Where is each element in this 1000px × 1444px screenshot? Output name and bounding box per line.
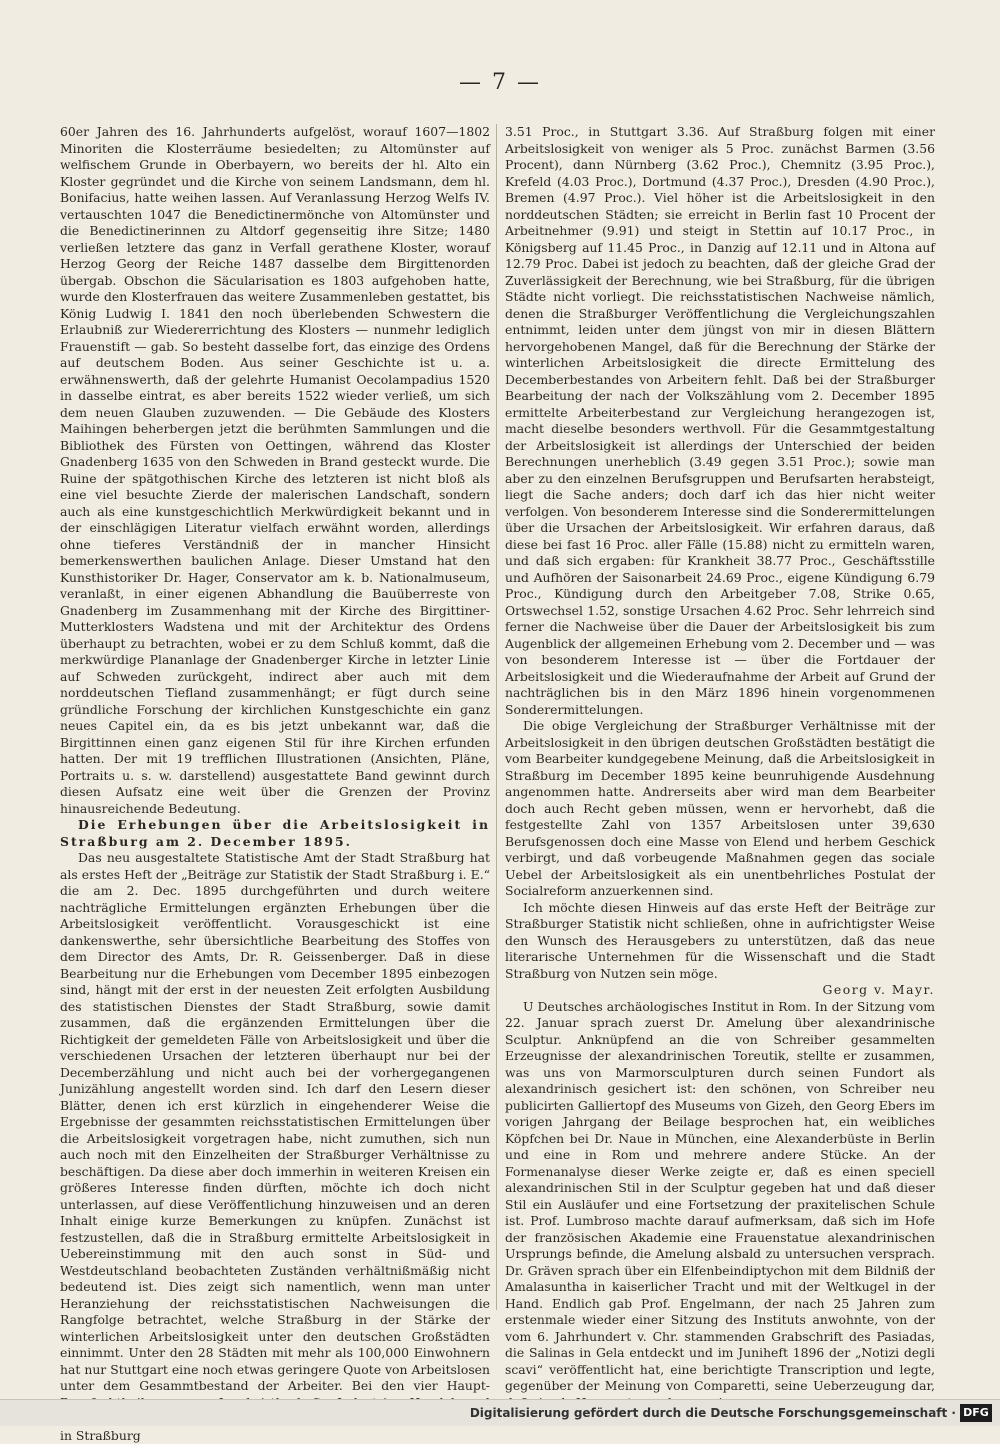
paragraph: 3.51 Proc., in Stuttgart 3.36. Auf Straßburg folgen mit einer Arbeitslosigkeit von weniger als 5 Proc. zunächst Barmen (3.56 Procent), dann Nürnberg (3.62 Proc.), Chemnitz (3.95 Proc.), Krefeld (4.03 Proc.), Dortmund (4.37 Proc.), Dresden (4.90 Proc.), Bremen (4.97 Proc.). Viel höher ist die Arbeitslosigkeit in den norddeutschen Städten; sie erreicht in Berlin fast 10 Procent der Arbeitnehmer (9.91) und steigt in Stettin auf 10.17 Proc., in Königsberg auf 11.45 Proc., in Danzig auf 12.11 und in Altona auf 12.79 Proc. Dabei ist jedoch zu beachten, daß der gleiche Grad der Zuverlässigkeit der Berechnung, wie bei Straßburg, für die übrigen Städte nicht vorliegt. Die reichsstatistischen Nachweise nämlich, denen die Straßburger Veröffentlichung die Vergleichungszahlen entnimmt, leiden unter dem jüngst von mir in diesen Blättern hervorgehobenen Mangel, daß für die Berechnung der Stärke der winterlichen Arbeitslosigkeit die directe Ermittelung des Decemberbestandes von Arbeitern fehlt. Daß bei der Straßburger Bearbeitung der nach der Volkszählung vom 2. December 1895 ermittelte Arbeiterbestand zur Vergleichung herangezogen ist, macht dieselbe besonders werthvoll. Für die Gesammtgestaltung der Arbeitslosigkeit ist allerdings der Unterschied der beiden Berechnungen unerheblich (3.49 gegen 3.51 Proc.); sowie man aber zu den einzelnen Berufsgruppen und Berufsarten herabsteigt, liegt die Sache anders; doch darf ich das hier nicht weiter verfolgen. Von besonderem Interesse sind die Sonderermittelungen über die Ursachen der Arbeitslosigkeit. Wir erfahren daraus, daß diese bei fast 16 Proc. aller Fälle (15.88) nicht zu ermitteln waren, und daß sich ergaben: für Krankheit 38.77 Proc., Geschäftsstille und Aufhören der Saisonarbeit 24.69 Proc., eigene Kündigung 6.79 Proc., Kündigung durch den Arbeitgeber 7.08, Strike 0.65, Ortswechsel 1.52, sonstige Ursachen 4.62 Proc. Sehr lehrreich sind ferner die Nachweise über die Dauer der Arbeitslosigkeit bis zum Augenblick der allgemeinen Erhebung vom 2. December und — was von besonderem Interesse ist — über die Fortdauer der Arbeitslosigkeit und die Wiederaufnahme der Arbeit auf Grund der nachträglichen bis in den März 1896 hinein vorgenommenen Sonderermittelungen.	[505, 124, 935, 717]
column-divider	[496, 124, 497, 1310]
paragraph: U Deutsches archäologisches Institut in Rom. In der Sitzung vom 22. Januar sprach zuerst Dr. Amelung über alexandrinische Sculptur. Anknüpfend an die von Schreiber gesammelten Erzeugnisse der alexandrinischen Toreutik, stellte er zusammen, was uns von Marmorsculpturen durch seinen Fundort als alexandrinisch gesichert ist: den schönen, von Schreiber neu publicirten Galliertopf des Museums von Gizeh, den Georg Ebers im vorigen Jahrgang der Beilage besprochen hat, ein weibliches Köpfchen bei Dr. Naue in München, eine Alexanderbüste in Berlin und eine in Rom und mehrere andere Stücke. An der Formenanalyse dieser Werke zeigte er, daß es einen speciell alexandrinischen Stil in der Sculptur gegeben hat und daß dieser Stil ein Ausläufer und eine Fortsetzung der praxitelischen Schule ist. Prof. Lumbroso machte darauf aufmerksam, daß sich im Hofe der französischen Akademie eine Frauenstatue alexandrinischen Ursprungs befinde, die Amelung alsbald zu untersuchen versprach. Dr. Gräven sprach über ein Elfenbeindiptychon mit dem Bildniß der Amalasuntha in kaiserlicher Tracht und mit der Weltkugel in der Hand. Endlich gab Prof. Engelmann, der nach 25 Jahren zum erstenmale wieder einer Sitzung des Instituts anwohnte, von der vom 6. Jahrhundert v. Chr. stammenden Grabschrift des Pasiadas, die Salinas in Gela entdeckt und im Juniheft 1896 der „Notizi degli scavi“ veröffentlicht hat, eine berichtigte Transcription und legte, gegenüber der Meinung von Comparetti, seine Ueberzeugung dar,	[505, 998, 935, 1393]
paragraph: Das neu ausgestaltete Statistische Amt der Stadt Straßburg hat als erstes Heft der „Beiträge zur Statistik der Stadt Straßburg i. E.“ die am 2. Dec. 1895 durchgeführten und durch weitere nachträgliche Ermittelungen ergänzten Erhebungen über die Arbeitslosigkeit veröffentlicht. Vorausgeschickt ist eine dankenswerthe, sehr übersichtliche Bearbeitung des Stoffes von dem Director des Amts, Dr. R. Geissenberger. Daß in diese Bearbeitung nur die Erhebungen vom December 1895 einbezogen sind, hängt mit der erst in der neuesten Zeit erfolgten Ausbildung des statistischen Dienstes der Stadt Straßburg, sowie damit zusammen, daß die ergänzenden Ermittelungen über die Richtigkeit der gemeldeten Fälle von Arbeitslosigkeit und über die verschiedenen Ursachen der letzteren überhaupt nur bei der Decemberzählung und nicht auch bei der vorhergegangenen Junizählung angestellt worden sind. Ich darf den Lesern dieser Blätter, denen ich erst kürzlich in eingehenderer Weise die Ergebnisse der gesammten reichsstatistischen Ermittelungen über die Arbeitslosigkeit vorgetragen habe, nicht zumuthen, sich nun auch noch mit den Einzelheiten der Straßburger Verhältnisse zu beschäftigen. Da diese aber doch immerhin in weiteren Kreisen ein größeres Interesse finden dürften, möchte ich doch nicht unterlassen, auf diese Veröffentlichung hinzuweisen und an deren Inhalt einige kurze Bemerkungen zu knüpfen. Zunächst ist festzustellen, daß die in Straßburg ermittelte Arbeitslosigkeit in Uebereinstimmung mit den auch sonst in Süd- und Westdeutschland beobachteten Zuständen verhältnißmäßig nicht bedeutend ist. Dies zeigt sich namentlich, wenn man unter Heranziehung der reichsstatistischen Nachweisungen die Rangfolge betrachtet, welche Straßburg in der Stärke der winterlichen Arbeitslosigkeit unter den deutschen Großstädten einnimmt. Unter den 28 Städten mit mehr als 100,000 Einwohnern hat nur Stuttgart eine noch etwas geringere Quote von Arbeitslosen unter dem Gesammtbestand der Arbeiter. Bei den vier Haupt- in Straßburg	[60, 850, 490, 1443]
paragraph: 60er Jahren des 16. Jahrhunderts aufgelöst, worauf 1607—1802 Minoriten die Klosterräume besiedelten; zu Altomünster auf welfischem Grunde in Oberbayern, wo bereits der hl. Alto ein Kloster gegründet und die Kirche von seinem Landsmann, dem hl. Bonifacius, hatte weihen lassen. Auf Veranlassung Herzog Welfs IV. vertauschten 1047 die Benedictinermönche von Altomünster und die Benedictinerinnen zu Altdorf gegenseitig ihre Sitze; 1480 verließen letztere das ganz in Verfall gerathene Kloster, worauf Herzog Georg der Reiche 1487 dasselbe dem Birgittenorden übergab. Obschon die Säcularisation es 1803 aufgehoben hatte, wurde den Klosterfrauen das weitere Zusammenleben gestattet, bis König Ludwig I. 1841 den noch überlebenden Schwestern die Erlaubniß zur Wiedererrichtung des Klosters — nunmehr lediglich Frauenstift — gab. So besteht dasselbe fort, das einzige des Ordens auf deutschem Boden. Aus seiner Geschichte ist u. a. erwähnenswerth, daß der gelehrte Humanist Oecolampadius 1520 in dasselbe eintrat, es aber bereits 1522 wieder verließ, um sich dem neuen Glauben zuzuwenden. — Die Gebäude des Klosters Maihingen beherbergen jetzt die berühmten Sammlungen und die Bibliothek des Fürsten von Oettingen, während das Kloster Gnadenberg 1635 von den Schweden in Brand gesteckt wurde. Die Ruine der spätgothischen Kirche des letzteren ist nicht bloß als eine viel besuchte Zierde der malerischen Landschaft, sondern auch als eine kunstgeschichtlich Merkwürdigkeit bekannt und in der einschlägigen Literatur vielfach erwähnt worden, allerdings ohne tieferes Verständniß der in mancher Hinsicht bemerkenswerthen baulichen Anlage. Dieser Umstand hat den Kunsthistoriker Dr. Hager, Conservator am k. b. Nationalmuseum, veranlaßt, in einer eigenen Abhandlung die Bauüberreste von Gnadenberg im Zusammenhang mit der Kirche des Birgittiner-Mutterklosters Wadstena und mit der Architektur des Ordens überhaupt zu betrachten, wobei er zu dem Schluß kommt, daß die merkwürdige Plananlage der Gnadenberger Kirche in letzter Linie auf Schweden zurückgeht, indirect aber auch mit dem norddeutschen Tiefland zusammenhängt; er fügt durch seine gründliche Forschung der kirchlichen Kunstgeschichte ein ganz neues Capitel ein, da es bis jetzt unbekannt war, daß die Birgittinnen einen ganz eigenen Stil für ihre Kirchen erfunden hatten. Der mit 19 trefflichen Illustrationen (Ansichten, Pläne, Portraits u. s. w. darstellend) ausgestattete Band gewinnt durch diesen Aufsatz eine weit über die Grenzen der Provinz hinausreichende Bedeutung.	[60, 124, 490, 816]
left-column	[60, 124, 490, 1444]
paragraph: Die obige Vergleichung der Straßburger Verhältnisse mit der Arbeitslosigkeit in den übrigen deutschen Großstädten bestätigt die vom Bearbeiter kundgegebene Meinung, daß die Arbeitslosigkeit in Straßburg im December 1895 keine beunruhigende Ausdehnung angenommen hatte. Andrerseits aber wird man dem Bearbeiter doch auch Recht geben müssen, wenn er hervorhebt, daß die festgestellte Zahl von 1357 Arbeitslosen unter 39,630 Berufsgenossen doch eine Masse von Elend und herbem Geschick verbirgt, und daß vorbeugende Maßnahmen gegen das sociale Uebel der Arbeitslosigkeit als ein unentbehrliches Postulat der Socialreform anzuerkennen sind.	[505, 718, 935, 898]
dfg-logo: DFG	[960, 1404, 992, 1422]
signature: Georg v. Mayr.	[822, 982, 935, 997]
paragraph: Ich möchte diesen Hinweis auf das erste Heft der Beiträge zur Straßburger Statistik nicht schließen, ohne in aufrichtigster Weise den Wunsch des Herausgebers zu unterstützen, daß das neue literarische Unternehmen für die Wissenschaft und die Stadt Straßburg von Nutzen sein möge.	[505, 899, 935, 981]
footer-credit: Digitalisierung gefördert durch die Deutsche Forschungsgemeinschaft ·	[469, 1406, 956, 1420]
page-number: — 7 —	[459, 70, 541, 95]
footer-bar	[0, 1399, 1000, 1426]
right-column	[505, 124, 935, 1411]
article-heading: Die Erhebungen über die Arbeitslosigkeit in Straßburg am 2. December 1895.	[60, 817, 490, 849]
